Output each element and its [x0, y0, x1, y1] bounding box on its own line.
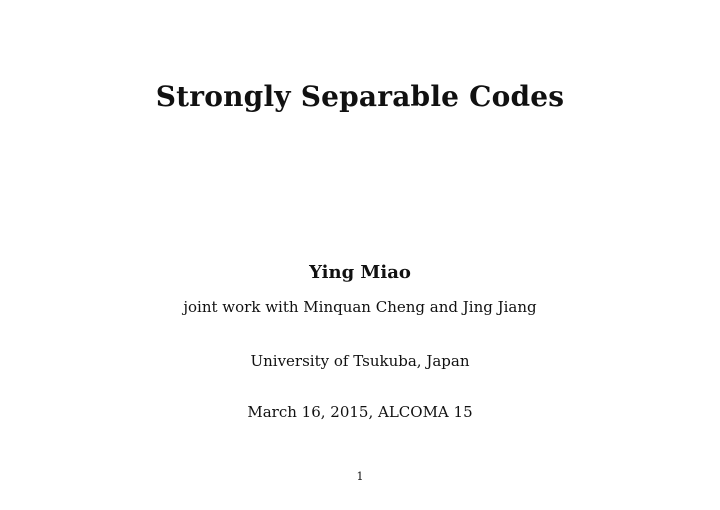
coauthors-line: joint work with Minquan Cheng and Jing Jiang: [183, 298, 537, 316]
slide-title: Strongly Separable Codes: [155, 80, 565, 113]
author-name: Ying Miao: [309, 262, 411, 283]
page-number: 1: [356, 470, 364, 483]
affiliation: University of Tsukuba, Japan: [250, 352, 470, 370]
date-venue: March 16, 2015, ALCOMA 15: [247, 403, 473, 421]
